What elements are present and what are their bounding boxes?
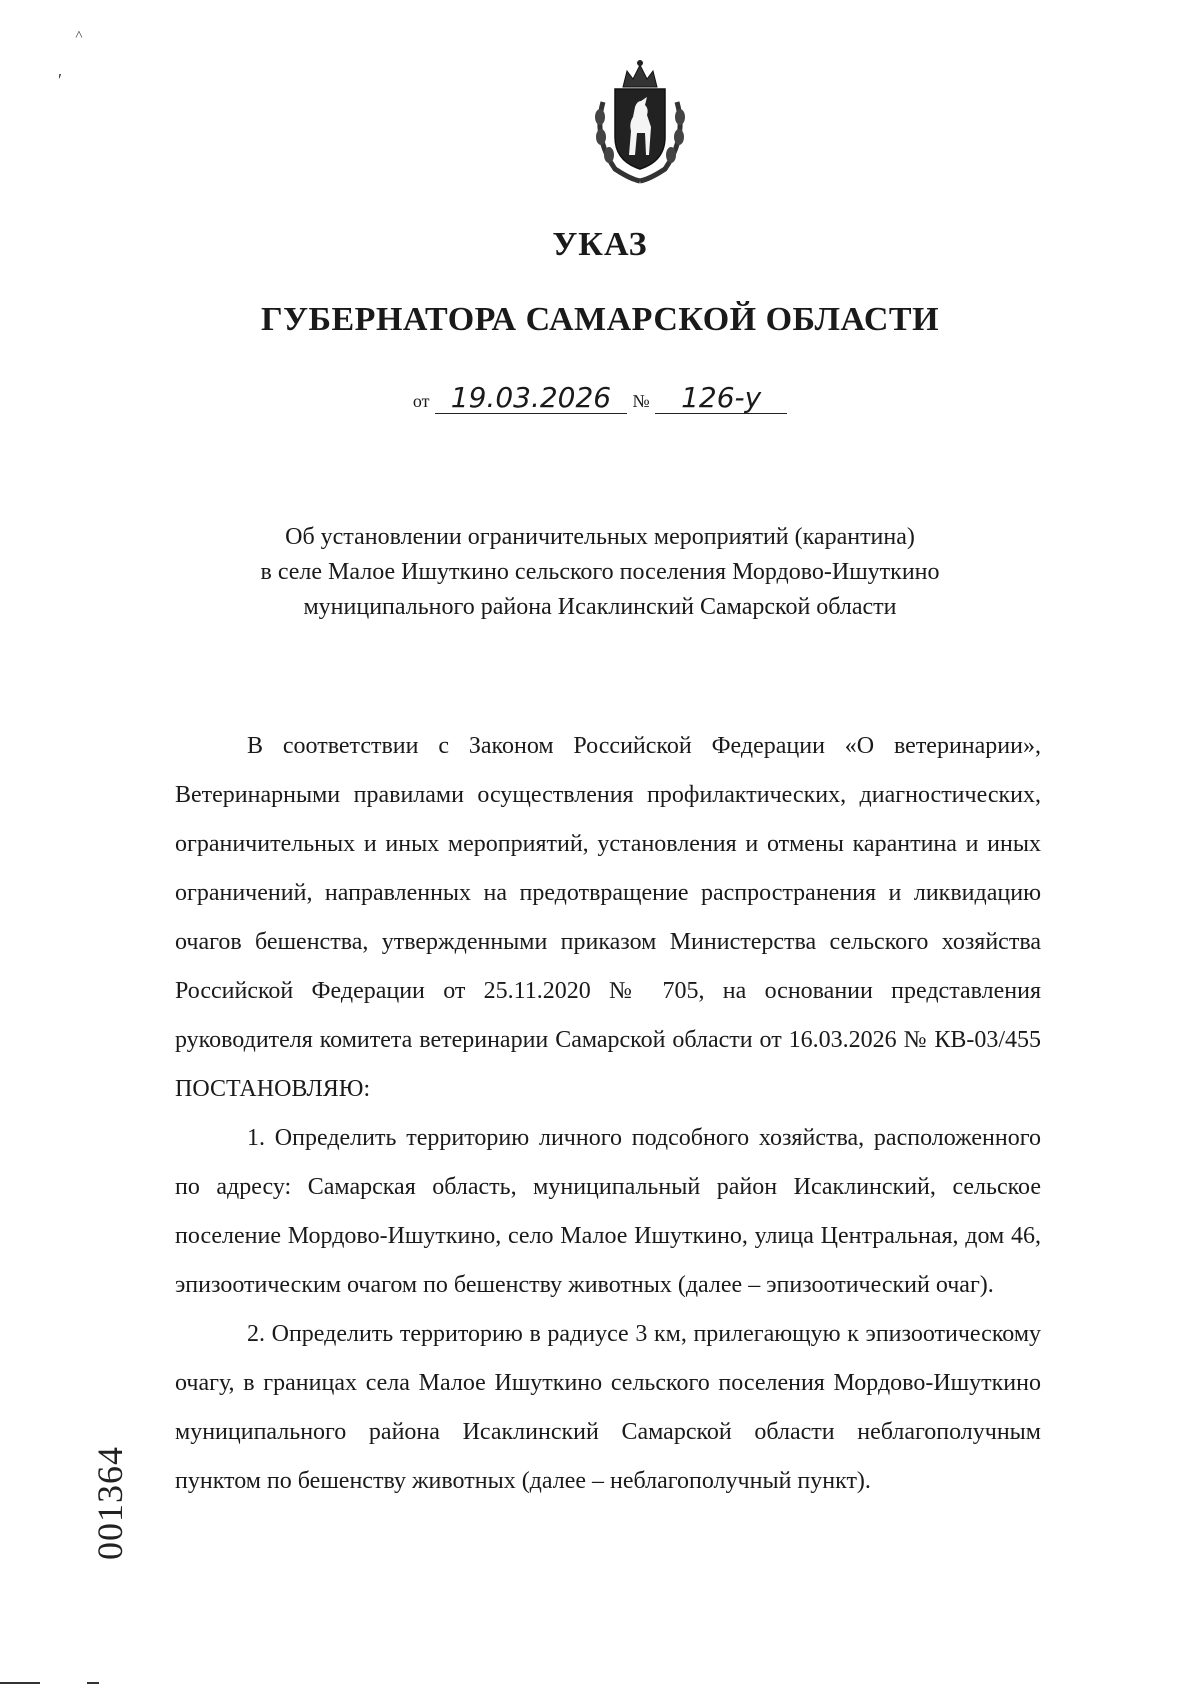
preamble-paragraph: В соответствии с Законом Российской Федерации «О ветеринарии», Ветеринарными правилами осуществления профилактических, диагностических, ограничительных и иных мероприятий, установления и отмены карантина и иных ограничений, направленных на предотвращение распространения и ликвидацию очагов бешенства, утвержденными приказом Министерства сельского хозяйства Российской Федерации от 25.11.2020 № 705, на основании представления руководителя комитета ветеринарии Самарской области от 16.03.2026 № КВ-03/455 ПОСТАНОВЛЯЮ: bbox=[175, 733, 1041, 1102]
bottom-rule bbox=[0, 1682, 40, 1684]
clause-paragraph: 1. Определить территорию личного подсобного хозяйства, расположенного по адресу: Самарская область, муниципальный район Исаклинский, сельское поселение Мордово-Ишуткино, село Малое Ишуткино, улица Центральная, дом 46, эпизоотическим очагом по бешенству животных (далее – эпизоотический очаг). bbox=[175, 1125, 1041, 1298]
handwritten-number: 126-у bbox=[655, 383, 787, 414]
subject-line: в селе Малое Ишуткино сельского поселения Мордово-Ишуткино bbox=[260, 559, 940, 585]
handwritten-date: 19.03.2026 bbox=[435, 383, 627, 414]
samara-coat-of-arms-icon bbox=[585, 57, 695, 187]
number-prefix: № bbox=[632, 391, 650, 411]
decree-body bbox=[175, 722, 1041, 1506]
scan-mark: ˄ bbox=[75, 28, 83, 43]
date-number-line bbox=[0, 383, 1200, 414]
date-prefix: от bbox=[412, 391, 430, 411]
subject-line: Об установлении ограничительных мероприятий (карантина) bbox=[285, 524, 915, 550]
issuer-title: ГУБЕРНАТОРА САМАРСКОЙ ОБЛАСТИ bbox=[260, 301, 940, 338]
decree-title: УКАЗ bbox=[552, 226, 648, 263]
bottom-rule bbox=[87, 1682, 99, 1684]
subject-line: муниципального района Исаклинский Самарской области bbox=[303, 594, 897, 620]
serial-number-stamp: 001364 bbox=[90, 1446, 130, 1560]
clause-paragraph: 2. Определить территорию в радиусе 3 км, прилегающую к эпизоотическому очагу, в границах села Малое Ишуткино сельского поселения Мордово-Ишуткино муниципального района Исаклинский Самарской области неблагополучным пунктом по бешенству животных (далее – неблагополучный пункт). bbox=[175, 1321, 1041, 1494]
decree-subject bbox=[160, 520, 1040, 625]
scan-mark: ′ bbox=[58, 70, 62, 90]
